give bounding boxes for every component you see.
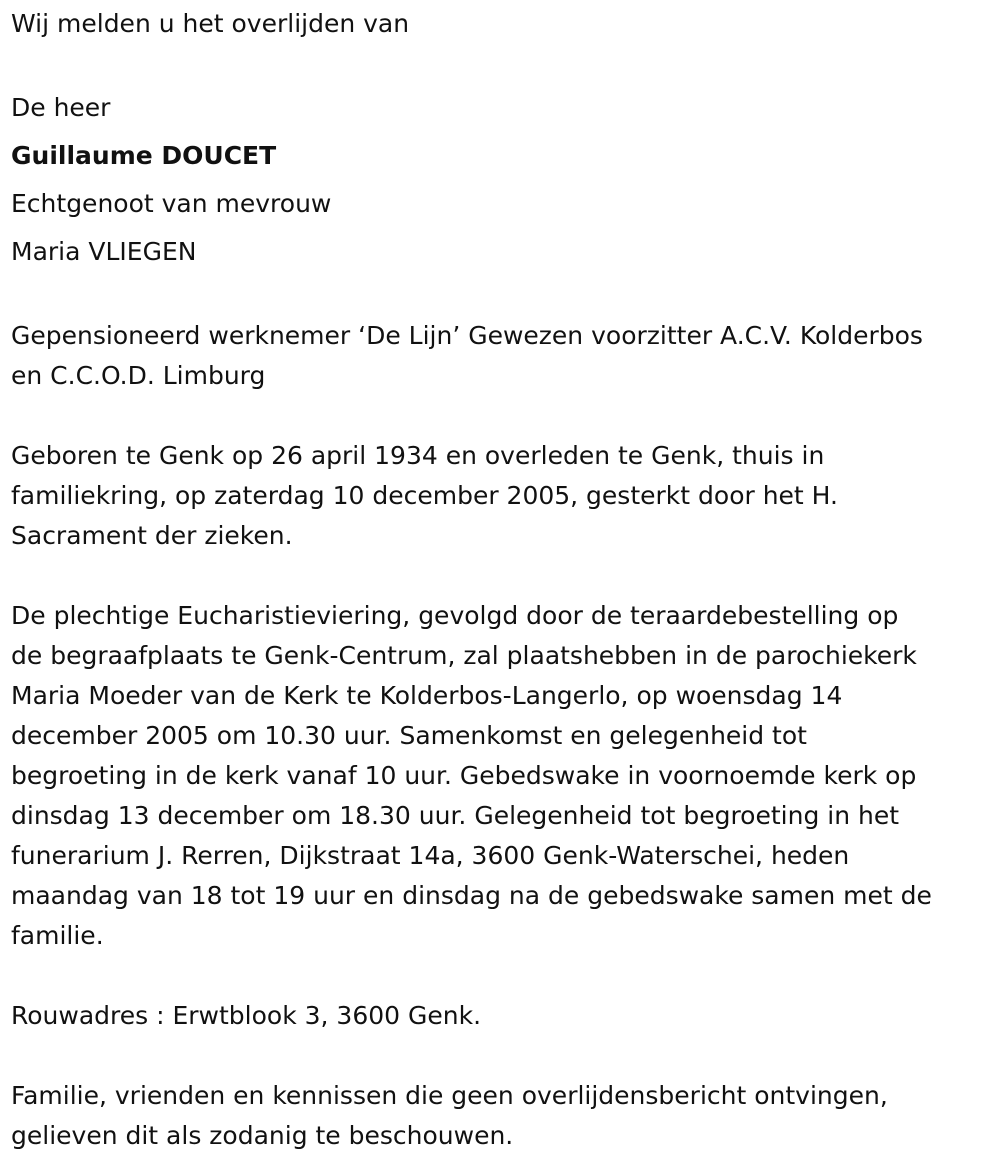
career-line: Gepensioneerd werknemer ‘De Lijn’ Gewezen voorzitter A.C.V. Kolderbos (11, 321, 923, 350)
spacer (11, 276, 980, 316)
spouse-name: Maria VLIEGEN (11, 237, 197, 266)
birth-death-line: familiekring, op zaterdag 10 december 2005, gesterkt door het H. (11, 481, 838, 510)
ceremony-line: De plechtige Eucharistieviering, gevolgd door de teraardebestelling op (11, 601, 899, 630)
salutation: De heer (11, 93, 111, 122)
ceremony-line: december 2005 om 10.30 uur. Samenkomst en gelegenheid tot (11, 721, 807, 750)
intro-text: Wij melden u het overlijden van (11, 9, 410, 38)
birth-death-line: Geboren te Genk op 26 april 1934 en overleden te Genk, thuis in (11, 441, 825, 470)
ceremony-line: de begraafplaats te Genk-Centrum, zal plaatshebben in de parochiekerk (11, 641, 917, 670)
spacer (11, 1036, 980, 1076)
ceremony-line: dinsdag 13 december om 18.30 uur. Gelegenheid tot begroeting in het (11, 801, 900, 830)
ceremony-line: funerarium J. Rerren, Dijkstraat 14a, 3600 Genk-Waterschei, heden (11, 841, 850, 870)
spacer (11, 556, 980, 596)
spacer (11, 396, 980, 436)
spouse-label: Echtgenoot van mevrouw (11, 189, 332, 218)
ceremony-line: Maria Moeder van de Kerk te Kolderbos-Langerlo, op woensdag 14 (11, 681, 843, 710)
spacer (11, 956, 980, 996)
mourning-address: Rouwadres : Erwtblook 3, 3600 Genk. (11, 1001, 482, 1030)
ceremony-line: maandag van 18 tot 19 uur en dinsdag na de gebedswake samen met de (11, 881, 932, 910)
deceased-name: Guillaume DOUCET (11, 141, 277, 170)
career-line: en C.C.O.D. Limburg (11, 361, 266, 390)
birth-death-line: Sacrament der zieken. (11, 521, 293, 550)
closing-line: Familie, vrienden en kennissen die geen overlijdensbericht ontvingen, (11, 1081, 888, 1110)
closing-line: gelieven dit als zodanig te beschouwen. (11, 1121, 514, 1150)
spacer (11, 44, 980, 84)
ceremony-line: familie. (11, 921, 104, 950)
ceremony-line: begroeting in de kerk vanaf 10 uur. Gebedswake in voornoemde kerk op (11, 761, 917, 790)
